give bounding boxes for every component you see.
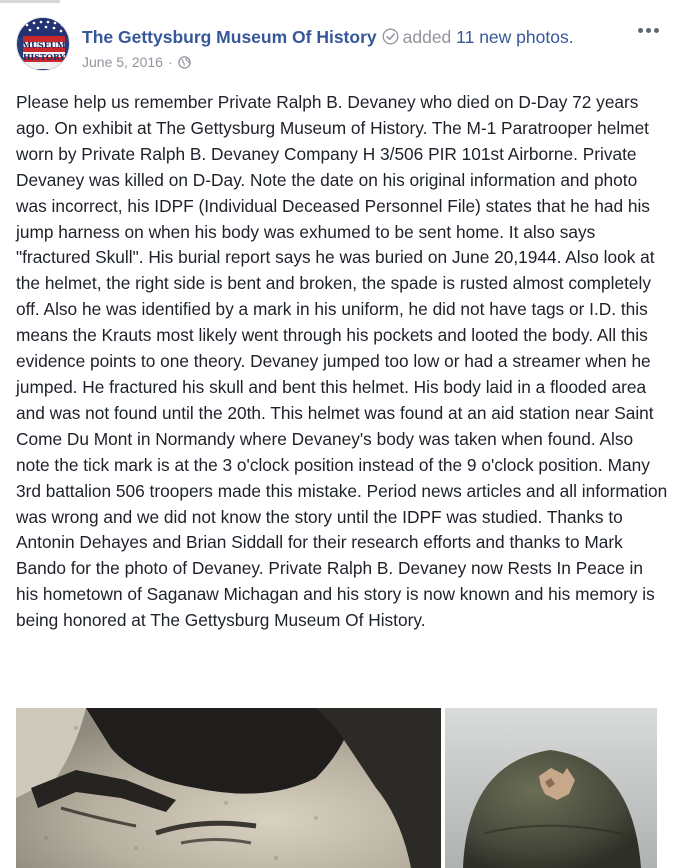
museum-logo-icon (17, 18, 70, 71)
post-body-text: Please help us remember Private Ralph B. Devaney who died on D-Day 72 years ago. On exhibit at The Gettysburg Museum of History. The M-1 Paratrooper helmet worn by Private Ralph B. Devaney Company H 3/506 PIR 101st Airborne. Private Devaney was killed on D-Day. Note the date on his original information and photo was incorrect, his IDPF (Individual Deceased Personnel File) states that he had his jump harness on when his body was exhumed to be sent home. It also says "fractured Skull". His burial report says he was buried on June 20,1944. Also look at the helmet, the right side is bent and broken, the spade is rusted almost completely off. Also he was identified by a mark in his uniform, he did not have tags or I.D. this means the Krauts most likely went through his pockets and looted the body. All this evidence points to one theory. Devaney jumped too low or had a streamer when he jumped. He fractured his skull and bent this helmet. His body laid in a flooded area and was not found until the 20th. This helmet was found at an aid station near Saint Come Du Mont in Normandy where Devaney's body was taken when found. Also note the tick mark is at the 3 o'clock position instead of the 9 o'clock position. Many 3rd battalion 506 troopers made this mistake. Period news articles and all information was wrong and we did not know the story until the IDPF was studied. Thanks to Antonin Dehayes and Brian Siddall for their research efforts and thanks to Mark Bando for the photo of Devaney. Private Ralph B. Devaney now Rests In Peace in his hometown of Saganaw Michagan and his story is now known and his memory is being honored at The Gettysburg Museum Of History. (16, 92, 668, 631)
new-photos-link[interactable]: 11 new photos. (456, 27, 574, 47)
avatar-logo-text-bottom: HISTORY (22, 52, 66, 62)
verified-check-icon (382, 28, 399, 50)
post-date-link[interactable]: June 5, 2016 (82, 54, 163, 70)
page-name-link[interactable]: The Gettysburg Museum Of History (82, 27, 377, 47)
post-action-text: added (402, 27, 452, 47)
post-header-text (82, 26, 622, 73)
paratrooper-helmet-photo[interactable] (445, 708, 657, 868)
post-header (16, 15, 666, 77)
photo-grid (16, 708, 657, 868)
meta-separator: · (167, 54, 173, 70)
devaney-portrait-photo[interactable] (16, 708, 441, 868)
globe-icon[interactable] (178, 55, 191, 73)
more-options-icon[interactable] (636, 24, 662, 38)
page-avatar[interactable] (16, 17, 70, 71)
avatar-logo-text-top: MUSEUM (22, 40, 66, 50)
post-title-line (82, 26, 622, 50)
previous-post-edge (0, 0, 679, 6)
post-meta-line (82, 53, 622, 73)
